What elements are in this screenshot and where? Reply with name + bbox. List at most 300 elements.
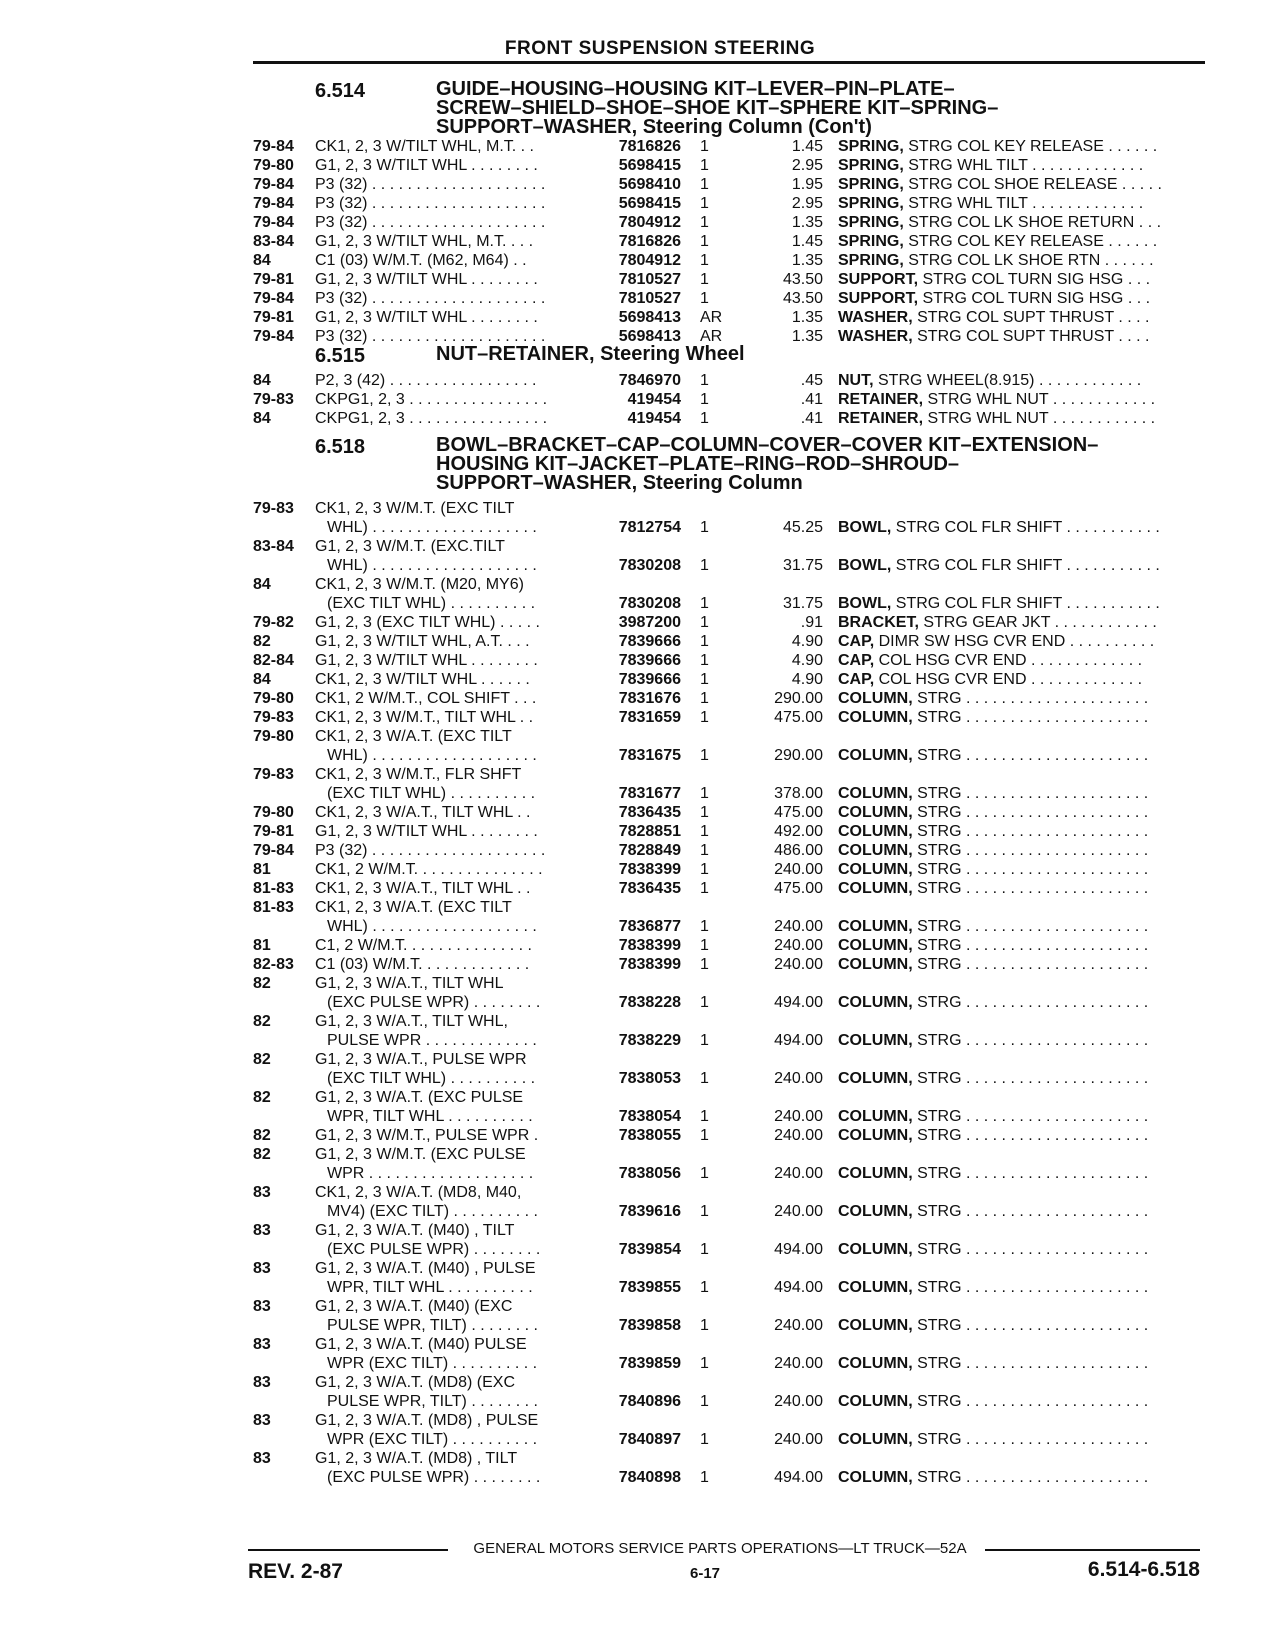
application-description (315, 613, 585, 632)
part-number: 7804912 (618, 214, 681, 231)
table-row (253, 537, 1213, 575)
model-years: 81-83 (253, 880, 294, 897)
list-price: 31.75 (782, 557, 823, 574)
application-description (315, 371, 585, 390)
table-row (253, 1145, 1213, 1183)
quantity: 1 (700, 233, 709, 250)
table-row (253, 651, 1213, 670)
part-name-detail: STRG WHL NUT . . . . . . . . . . . . (923, 391, 1156, 408)
part-name-detail: STRG . . . . . . . . . . . . . . . . . . . . . (912, 861, 1149, 878)
description-line-1: CK1, 2, 3 W/A.T. (MD8, M40, (315, 1184, 522, 1201)
description-line-1: G1, 2, 3 W/TILT WHL . . . . . . . . (315, 652, 538, 669)
list-price: 43.50 (782, 290, 823, 307)
list-price: 4.90 (791, 671, 823, 688)
footer-rule-left (248, 1549, 448, 1551)
quantity: 1 (700, 956, 709, 973)
description-line-1: G1, 2, 3 W/TILT WHL . . . . . . . . (315, 271, 538, 288)
part-name-detail: STRG COL KEY RELEASE . . . . . . (903, 138, 1158, 155)
application-description (315, 575, 585, 613)
model-years: 79-84 (253, 328, 294, 345)
quantity: 1 (700, 652, 709, 669)
list-price: .91 (800, 614, 823, 631)
description-line-2: WPR (EXC TILT) . . . . . . . . . . (327, 1431, 538, 1448)
part-name-detail: STRG . . . . . . . . . . . . . . . . . . . . . (912, 747, 1149, 764)
part-name-noun: COLUMN, (838, 1127, 913, 1144)
part-name (838, 955, 1213, 974)
part-name (838, 613, 1213, 632)
part-number: 7839859 (618, 1355, 681, 1372)
part-number: 7840897 (618, 1431, 681, 1448)
application-description (315, 1335, 585, 1373)
part-name (838, 1468, 1213, 1487)
part-name-detail: STRG COL FLR SHIFT . . . . . . . . . . . (891, 557, 1160, 574)
part-name-noun: COLUMN, (838, 1317, 913, 1334)
description-line-1: C1, 2 W/M.T. . . . . . . . . . . . . . . (315, 937, 532, 954)
table-row (253, 860, 1213, 879)
part-name-noun: COLUMN, (838, 1393, 913, 1410)
application-description (315, 765, 585, 803)
part-name-detail: STRG WHL TILT . . . . . . . . . . . . . (903, 195, 1144, 212)
description-line-1: G1, 2, 3 W/TILT WHL, A.T. . . . (315, 633, 530, 650)
section-title (436, 436, 1206, 493)
table-row (253, 270, 1213, 289)
list-price: 240.00 (774, 918, 823, 935)
part-name-detail: STRG . . . . . . . . . . . . . . . . . . . . . (912, 804, 1149, 821)
part-name (838, 1164, 1213, 1183)
description-line-1: G1, 2, 3 W/A.T. (M40) , PULSE (315, 1260, 536, 1277)
part-name-noun: RETAINER, (838, 391, 924, 408)
table-row (253, 1449, 1213, 1487)
quantity: 1 (700, 880, 709, 897)
quantity: 1 (700, 290, 709, 307)
part-number: 7828851 (618, 823, 681, 840)
list-price: 240.00 (774, 1431, 823, 1448)
part-name-noun: COLUMN, (838, 823, 913, 840)
quantity: 1 (700, 410, 709, 427)
part-name-noun: COLUMN, (838, 1032, 913, 1049)
list-price: 240.00 (774, 1108, 823, 1125)
quantity: 1 (700, 372, 709, 389)
part-name-noun: RETAINER, (838, 410, 924, 427)
table-row (253, 613, 1213, 632)
model-years: 79-81 (253, 309, 294, 326)
quantity: 1 (700, 1165, 709, 1182)
table-row (253, 1088, 1213, 1126)
model-years: 81 (253, 861, 271, 878)
application-description (315, 936, 585, 955)
description-line-1: C1 (03) W/M.T. (M62, M64) . . (315, 252, 527, 269)
quantity: 1 (700, 1431, 709, 1448)
list-price: 475.00 (774, 804, 823, 821)
part-number: 7836877 (618, 918, 681, 935)
part-name-noun: COLUMN, (838, 1431, 913, 1448)
part-name-detail: STRG COL FLR SHIFT . . . . . . . . . . . (891, 595, 1160, 612)
part-name (838, 371, 1213, 390)
quantity: 1 (700, 804, 709, 821)
model-years: 83 (253, 1450, 271, 1467)
quantity: 1 (700, 785, 709, 802)
part-name-noun: COLUMN, (838, 690, 913, 707)
part-number: 7838399 (618, 861, 681, 878)
table-row (253, 822, 1213, 841)
description-line-2: (EXC TILT WHL) . . . . . . . . . . (327, 595, 536, 612)
list-price: 240.00 (774, 1070, 823, 1087)
table-row (253, 708, 1213, 727)
part-number: 5698415 (618, 195, 681, 212)
description-line-1: CK1, 2, 3 W/M.T. (M20, MY6) (315, 576, 524, 593)
table-row (253, 841, 1213, 860)
list-price: .45 (800, 372, 823, 389)
part-name-detail: STRG COL TURN SIG HSG . . . (918, 290, 1151, 307)
part-name-noun: BOWL, (838, 595, 892, 612)
part-number: 7840896 (618, 1393, 681, 1410)
description-line-2: (EXC TILT WHL) . . . . . . . . . . (327, 1070, 536, 1087)
part-number: 7838229 (618, 1032, 681, 1049)
description-line-2: (EXC PULSE WPR) . . . . . . . . (327, 1241, 541, 1258)
description-line-1: P3 (32) . . . . . . . . . . . . . . . . . . . . (315, 290, 546, 307)
part-name-detail: STRG . . . . . . . . . . . . . . . . . . . . . (912, 842, 1149, 859)
list-price: 240.00 (774, 1203, 823, 1220)
list-price: 2.95 (791, 157, 823, 174)
section-title (436, 345, 1206, 364)
part-name (838, 917, 1213, 936)
part-number: 7838053 (618, 1070, 681, 1087)
description-line-1: G1, 2, 3 W/A.T. (MD8) (EXC (315, 1374, 516, 1391)
part-name-detail: STRG . . . . . . . . . . . . . . . . . . . . . (912, 1393, 1149, 1410)
list-price: 240.00 (774, 956, 823, 973)
quantity: 1 (700, 842, 709, 859)
model-years: 83 (253, 1336, 271, 1353)
part-name-noun: COLUMN, (838, 1241, 913, 1258)
list-price: 240.00 (774, 1355, 823, 1372)
application-description (315, 1012, 585, 1050)
description-line-1: P2, 3 (42) . . . . . . . . . . . . . . . . . (315, 372, 537, 389)
model-years: 79-84 (253, 214, 294, 231)
table-row (253, 670, 1213, 689)
part-name-detail: STRG COL SUPT THRUST . . . . (912, 309, 1150, 326)
list-price: 1.95 (791, 176, 823, 193)
description-line-1: CKPG1, 2, 3 . . . . . . . . . . . . . . . . (315, 410, 548, 427)
list-price: 240.00 (774, 1127, 823, 1144)
part-name-detail: STRG COL FLR SHIFT . . . . . . . . . . . (891, 519, 1160, 536)
quantity: 1 (700, 1393, 709, 1410)
parts-list (253, 499, 1213, 1487)
part-number: 7838054 (618, 1108, 681, 1125)
model-years: 79-80 (253, 690, 294, 707)
table-row (253, 879, 1213, 898)
part-name-detail: STRG COL KEY RELEASE . . . . . . (903, 233, 1158, 250)
description-line-1: CK1, 2, 3 W/A.T., TILT WHL . . (315, 804, 531, 821)
table-row (253, 1411, 1213, 1449)
part-name (838, 1316, 1213, 1335)
table-row (253, 803, 1213, 822)
part-name-noun: SPRING, (838, 233, 904, 250)
part-name-detail: STRG COL LK SHOE RTN . . . . . . (903, 252, 1154, 269)
description-line-1: G1, 2, 3 W/A.T. (MD8) , TILT (315, 1450, 518, 1467)
quantity: AR (700, 328, 723, 345)
part-number: 7840898 (618, 1469, 681, 1486)
section-title (436, 80, 1206, 137)
application-description (315, 1221, 585, 1259)
application-description (315, 632, 585, 651)
part-name-noun: COLUMN, (838, 994, 913, 1011)
model-years: 79-80 (253, 157, 294, 174)
description-line-2: (EXC PULSE WPR) . . . . . . . . (327, 1469, 541, 1486)
model-years: 83 (253, 1374, 271, 1391)
list-price: 486.00 (774, 842, 823, 859)
part-name (838, 784, 1213, 803)
part-name (838, 936, 1213, 955)
table-row (253, 936, 1213, 955)
part-name (838, 860, 1213, 879)
table-row (253, 1050, 1213, 1088)
application-description (315, 251, 585, 270)
table-row (253, 390, 1213, 409)
section-title-line: BOWL–BRACKET–CAP–COLUMN–COVER–COVER KIT–EXTENSION– (436, 434, 1099, 456)
application-description (315, 390, 585, 409)
part-name (838, 308, 1213, 327)
application-description (315, 289, 585, 308)
quantity: 1 (700, 1127, 709, 1144)
description-line-1: G1, 2, 3 W/A.T. (M40) (EXC (315, 1298, 513, 1315)
list-price: 290.00 (774, 690, 823, 707)
table-row (253, 1183, 1213, 1221)
part-name-detail: STRG . . . . . . . . . . . . . . . . . . . . . (912, 1108, 1149, 1125)
list-price: 31.75 (782, 595, 823, 612)
part-name-detail: STRG . . . . . . . . . . . . . . . . . . . . . (912, 1127, 1149, 1144)
application-description (315, 1297, 585, 1335)
model-years: 79-82 (253, 614, 294, 631)
application-description (315, 822, 585, 841)
part-name-noun: COLUMN, (838, 956, 913, 973)
part-name (838, 1354, 1213, 1373)
part-name-noun: SPRING, (838, 195, 904, 212)
description-line-2: MV4) (EXC TILT) . . . . . . . . . . (327, 1203, 538, 1220)
list-price: 4.90 (791, 652, 823, 669)
model-years: 79-83 (253, 391, 294, 408)
table-row (253, 1126, 1213, 1145)
part-number: 7816826 (618, 233, 681, 250)
application-description (315, 898, 585, 936)
part-number: 5698410 (618, 176, 681, 193)
part-number: 7839858 (618, 1317, 681, 1334)
list-price: 290.00 (774, 747, 823, 764)
description-line-2: WPR (EXC TILT) . . . . . . . . . . (327, 1355, 538, 1372)
table-row (253, 765, 1213, 803)
part-name-detail: STRG . . . . . . . . . . . . . . . . . . . . . (912, 1165, 1149, 1182)
footer-publisher: GENERAL MOTORS SERVICE PARTS OPERATIONS—LT TRUCK—52A (473, 1540, 967, 1557)
quantity: 1 (700, 138, 709, 155)
part-name-detail: STRG . . . . . . . . . . . . . . . . . . . . . (912, 709, 1149, 726)
table-row (253, 194, 1213, 213)
quantity: 1 (700, 391, 709, 408)
application-description (315, 1145, 585, 1183)
description-line-1: G1, 2, 3 W/M.T. (EXC PULSE (315, 1146, 526, 1163)
part-number: 7831659 (618, 709, 681, 726)
part-number: 419454 (627, 391, 681, 408)
part-name-noun: COLUMN, (838, 880, 913, 897)
model-years: 83-84 (253, 233, 294, 250)
description-line-1: G1, 2, 3 (EXC TILT WHL) . . . . . (315, 614, 540, 631)
application-description (315, 232, 585, 251)
application-description (315, 1183, 585, 1221)
section-title-line: GUIDE–HOUSING–HOUSING KIT–LEVER–PIN–PLATE– (436, 78, 955, 100)
part-name-detail: STRG . . . . . . . . . . . . . . . . . . . . . (912, 823, 1149, 840)
description-line-1: G1, 2, 3 W/A.T. (M40) PULSE (315, 1336, 527, 1353)
table-row (253, 213, 1213, 232)
part-number: 7846970 (618, 372, 681, 389)
quantity: 1 (700, 861, 709, 878)
part-name-noun: SPRING, (838, 252, 904, 269)
list-price: 2.95 (791, 195, 823, 212)
part-number: 7830208 (618, 595, 681, 612)
part-name-noun: WASHER, (838, 309, 913, 326)
part-name-detail: STRG WHL TILT . . . . . . . . . . . . . (903, 157, 1144, 174)
application-description (315, 727, 585, 765)
table-row (253, 575, 1213, 613)
part-name-detail: STRG . . . . . . . . . . . . . . . . . . . . . (912, 1279, 1149, 1296)
part-name (838, 651, 1213, 670)
application-description (315, 1050, 585, 1088)
description-line-1: P3 (32) . . . . . . . . . . . . . . . . . . . . (315, 214, 546, 231)
part-name-noun: SPRING, (838, 138, 904, 155)
part-name-detail: STRG COL SHOE RELEASE . . . . . (903, 176, 1162, 193)
list-price: 494.00 (774, 994, 823, 1011)
part-number: 3987200 (618, 614, 681, 631)
model-years: 83 (253, 1298, 271, 1315)
part-number: 7839616 (618, 1203, 681, 1220)
quantity: 1 (700, 633, 709, 650)
part-number: 7830208 (618, 557, 681, 574)
part-name (838, 390, 1213, 409)
part-name-noun: CAP, (838, 671, 875, 688)
application-description (315, 270, 585, 289)
quantity: 1 (700, 252, 709, 269)
table-row (253, 727, 1213, 765)
part-name-detail: STRG . . . . . . . . . . . . . . . . . . . . . (912, 1317, 1149, 1334)
model-years: 83 (253, 1184, 271, 1201)
description-line-1: G1, 2, 3 W/A.T., PULSE WPR (315, 1051, 527, 1068)
model-years: 81 (253, 937, 271, 954)
list-price: 240.00 (774, 1317, 823, 1334)
model-years: 79-84 (253, 842, 294, 859)
model-years: 81-83 (253, 899, 294, 916)
part-name (838, 822, 1213, 841)
description-line-1: CK1, 2, 3 W/A.T. (EXC TILT (315, 728, 512, 745)
description-line-1: CK1, 2, 3 W/M.T., TILT WHL . . (315, 709, 534, 726)
part-number: 7816826 (618, 138, 681, 155)
application-description (315, 409, 585, 428)
description-line-1: CK1, 2, 3 W/M.T., FLR SHFT (315, 766, 522, 783)
application-description (315, 1126, 585, 1145)
part-name (838, 632, 1213, 651)
part-number: 7828849 (618, 842, 681, 859)
part-number: 7812754 (618, 519, 681, 536)
part-name-noun: BRACKET, (838, 614, 919, 631)
quantity: 1 (700, 1032, 709, 1049)
application-description (315, 156, 585, 175)
list-price: 494.00 (774, 1032, 823, 1049)
part-number: 7838056 (618, 1165, 681, 1182)
description-line-2: WPR, TILT WHL . . . . . . . . . . (327, 1108, 533, 1125)
quantity: 1 (700, 1070, 709, 1087)
model-years: 79-84 (253, 176, 294, 193)
part-name-detail: STRG . . . . . . . . . . . . . . . . . . . . . (912, 956, 1149, 973)
quantity: 1 (700, 214, 709, 231)
part-name-noun: COLUMN, (838, 747, 913, 764)
table-row (253, 289, 1213, 308)
list-price: 45.25 (782, 519, 823, 536)
part-name-detail: STRG . . . . . . . . . . . . . . . . . . . . . (912, 690, 1149, 707)
part-name-detail: STRG WHL NUT . . . . . . . . . . . . (923, 410, 1156, 427)
part-number: 7838055 (618, 1127, 681, 1144)
part-name-noun: COLUMN, (838, 1070, 913, 1087)
description-line-2: (EXC TILT WHL) . . . . . . . . . . (327, 785, 536, 802)
description-line-1: CK1, 2, 3 W/TILT WHL . . . . . . (315, 671, 530, 688)
table-row (253, 632, 1213, 651)
quantity: 1 (700, 157, 709, 174)
part-name-noun: SPRING, (838, 214, 904, 231)
part-number: 7810527 (618, 271, 681, 288)
part-name-detail: STRG . . . . . . . . . . . . . . . . . . . . . (912, 937, 1149, 954)
application-description (315, 308, 585, 327)
model-years: 84 (253, 576, 271, 593)
section-number: 6.514 (315, 80, 366, 102)
part-name-detail: STRG . . . . . . . . . . . . . . . . . . . . . (912, 1431, 1149, 1448)
description-line-2: (EXC PULSE WPR) . . . . . . . . (327, 994, 541, 1011)
parts-list (253, 371, 1213, 428)
application-description (315, 537, 585, 575)
table-row (253, 251, 1213, 270)
model-years: 82 (253, 633, 271, 650)
description-line-1: CK1, 2 W/M.T. . . . . . . . . . . . . . . (315, 861, 543, 878)
application-description (315, 803, 585, 822)
quantity: 1 (700, 1203, 709, 1220)
model-years: 79-83 (253, 709, 294, 726)
list-price: 4.90 (791, 633, 823, 650)
application-description (315, 213, 585, 232)
quantity: 1 (700, 994, 709, 1011)
description-line-1: G1, 2, 3 W/TILT WHL, M.T. . . . (315, 233, 534, 250)
description-line-1: G1, 2, 3 W/TILT WHL . . . . . . . . (315, 157, 538, 174)
part-name (838, 1031, 1213, 1050)
part-name (838, 1202, 1213, 1221)
model-years: 79-80 (253, 804, 294, 821)
list-price: 1.45 (791, 233, 823, 250)
part-name-detail: STRG . . . . . . . . . . . . . . . . . . . . . (912, 1355, 1149, 1372)
table-row (253, 1012, 1213, 1050)
part-number: 7839666 (618, 671, 681, 688)
table-row (253, 1221, 1213, 1259)
part-name (838, 1069, 1213, 1088)
part-name-noun: SPRING, (838, 157, 904, 174)
description-line-1: G1, 2, 3 W/A.T. (EXC PULSE (315, 1089, 524, 1106)
footer-revision: REV. 2-87 (248, 1560, 343, 1583)
application-description (315, 841, 585, 860)
part-name (838, 841, 1213, 860)
list-price: 1.35 (791, 328, 823, 345)
part-name-noun: COLUMN, (838, 1165, 913, 1182)
model-years: 82-83 (253, 956, 294, 973)
part-name (838, 327, 1213, 346)
application-description (315, 194, 585, 213)
model-years: 82-84 (253, 652, 294, 669)
table-row (253, 1373, 1213, 1411)
part-name-noun: COLUMN, (838, 1279, 913, 1296)
part-name (838, 1107, 1213, 1126)
part-name-detail: COL HSG CVR END . . . . . . . . . . . . . (874, 671, 1143, 688)
application-description (315, 860, 585, 879)
